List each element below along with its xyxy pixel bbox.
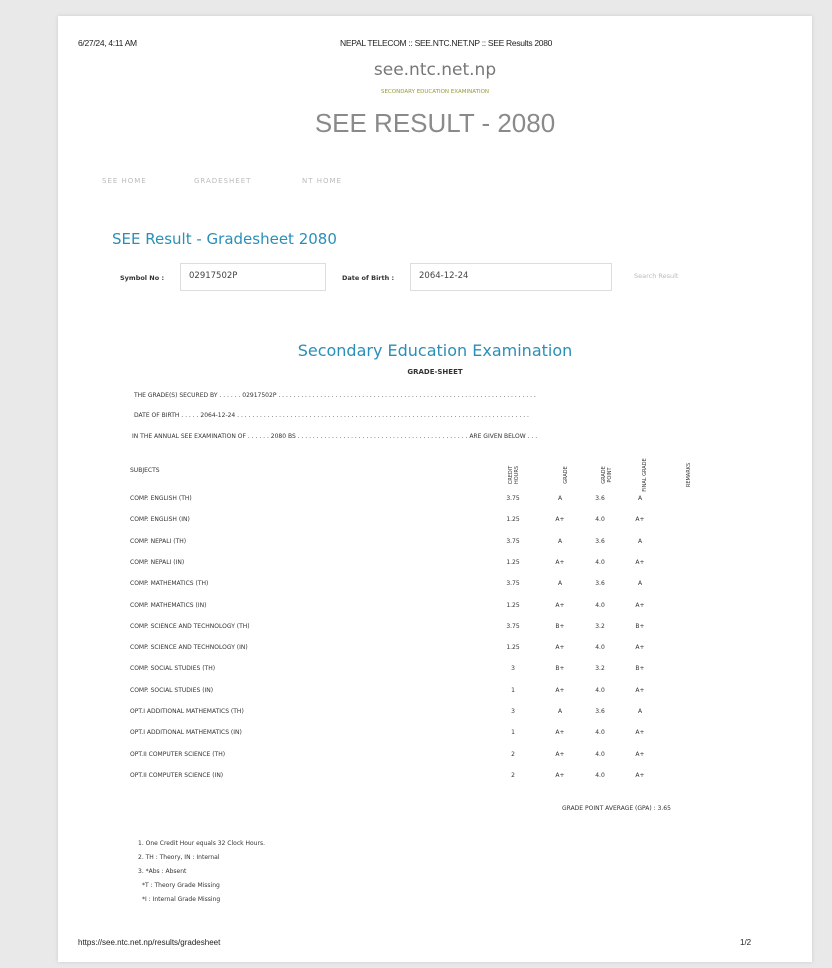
cell-grade: A+ — [555, 558, 565, 566]
cell-final-grade: A — [637, 495, 643, 502]
cell-grade: A+ — [555, 644, 565, 652]
table-row — [130, 751, 750, 765]
cell-grade-point: 3.2 — [595, 665, 605, 673]
table-row — [130, 495, 750, 509]
cell-grade: A+ — [555, 686, 565, 694]
cell-grade-point: 4.0 — [595, 558, 605, 566]
cell-grade: A — [557, 708, 563, 715]
table-row — [130, 580, 750, 594]
cell-subject: OPT.II COMPUTER SCIENCE (TH) — [130, 750, 226, 758]
table-row — [130, 602, 750, 616]
cell-subject: COMP. SOCIAL STUDIES (IN) — [130, 686, 214, 694]
site-subtitle: SECONDARY EDUCATION EXAMINATION — [380, 89, 490, 95]
dob-input[interactable]: 2064-12-24 — [410, 263, 612, 291]
table-row — [130, 623, 750, 637]
cell-credit-hours: 1 — [511, 686, 515, 694]
cell-subject: OPT.I ADDITIONAL MATHEMATICS (IN) — [130, 729, 242, 737]
site-logo-text: see.ntc.net.np — [373, 60, 497, 80]
col-grade: GRADE — [563, 466, 569, 484]
table-row — [130, 772, 750, 786]
table-row — [130, 538, 750, 552]
cell-grade-point: 4.0 — [595, 750, 605, 758]
cell-credit-hours: 1.25 — [506, 644, 520, 652]
page-title: SEE RESULT - 2080 — [314, 108, 556, 138]
cell-subject: OPT.II COMPUTER SCIENCE (IN) — [130, 771, 224, 779]
cell-subject: COMP. ENGLISH (IN) — [130, 516, 190, 524]
dob-label: Date of Birth : — [342, 274, 395, 282]
cell-final-grade: A+ — [635, 729, 645, 737]
cell-final-grade: A+ — [635, 686, 645, 694]
col-subjects: SUBJECTS — [130, 467, 160, 474]
cell-credit-hours: 2 — [511, 750, 515, 758]
table-row — [130, 665, 750, 679]
cell-grade: A — [557, 495, 563, 502]
cell-subject: COMP. MATHEMATICS (IN) — [130, 601, 207, 609]
sheet-heading: Secondary Education Examination — [297, 341, 573, 360]
print-page-title: NEPAL TELECOM :: SEE.NTC.NET.NP :: SEE Results 2080 — [340, 38, 553, 48]
table-row — [130, 687, 750, 701]
cell-credit-hours: 3.75 — [506, 537, 520, 545]
gpa: GRADE POINT AVERAGE (GPA) : 3.65 — [562, 805, 671, 812]
cell-grade-point: 4.0 — [595, 686, 605, 694]
cell-subject: COMP. SOCIAL STUDIES (TH) — [130, 665, 216, 673]
cell-grade-point: 3.6 — [595, 495, 605, 502]
cell-credit-hours: 1 — [511, 729, 515, 737]
cell-final-grade: B+ — [635, 622, 645, 630]
cell-grade: B+ — [555, 622, 565, 630]
cell-subject: COMP. NEPALI (IN) — [130, 558, 185, 566]
cell-subject: COMP. SCIENCE AND TECHNOLOGY (IN) — [130, 644, 248, 652]
cell-final-grade: A+ — [635, 516, 645, 524]
cell-grade-point: 4.0 — [595, 771, 605, 779]
cell-subject: COMP. NEPALI (TH) — [130, 537, 187, 545]
cell-grade-point: 3.6 — [595, 537, 605, 545]
cell-credit-hours: 1.25 — [506, 558, 520, 566]
cell-grade-point: 3.2 — [595, 622, 605, 630]
nav-gradesheet[interactable]: GRADESHEET — [194, 177, 252, 185]
cell-subject: COMP. ENGLISH (TH) — [130, 495, 192, 502]
cell-credit-hours: 3 — [511, 665, 515, 673]
sheet-subheading: GRADE-SHEET — [407, 368, 463, 376]
cell-credit-hours: 3.75 — [506, 622, 520, 630]
nav-see-home[interactable]: SEE HOME — [102, 177, 147, 185]
cell-grade-point: 4.0 — [595, 644, 605, 652]
print-datetime: 6/27/24, 4:11 AM — [78, 38, 137, 48]
dob-line: DATE OF BIRTH . . . . . 2064-12-24 . . . . . . . . . . . . . . . . . . . . . . . . . . . . . . . . . . . . . . . . . . . . . . . . . . . . . . . . . . . . . . . . . . . . . . . . . . . . . — [134, 412, 529, 419]
note: 3. *Abs : Absent — [138, 868, 187, 875]
search-result-button[interactable]: Search Result — [634, 272, 679, 280]
cell-grade-point: 3.6 — [595, 708, 605, 715]
note: *I : Internal Grade Missing — [142, 896, 221, 903]
symbol-input[interactable]: 02917502P — [180, 263, 326, 291]
cell-grade: A — [557, 537, 563, 545]
cell-final-grade: A+ — [635, 750, 645, 758]
cell-grade: A+ — [555, 750, 565, 758]
table-row — [130, 559, 750, 573]
symbol-label: Symbol No : — [120, 274, 165, 282]
table-row — [130, 708, 750, 722]
cell-final-grade: A — [637, 580, 643, 588]
table-row — [130, 644, 750, 658]
cell-credit-hours: 3.75 — [506, 495, 520, 502]
cell-credit-hours: 1.25 — [506, 601, 520, 609]
col-final-grade: FINAL GRADE — [642, 458, 648, 492]
cell-credit-hours: 2 — [511, 771, 515, 779]
cell-final-grade: A+ — [635, 601, 645, 609]
cell-final-grade: A+ — [635, 558, 645, 566]
cell-grade-point: 4.0 — [595, 516, 605, 524]
cell-grade-point: 3.6 — [595, 580, 605, 588]
table-row — [130, 516, 750, 530]
cell-grade-point: 4.0 — [595, 729, 605, 737]
nav-nt-home[interactable]: NT HOME — [302, 177, 342, 185]
note: 2. TH : Theory, IN : Internal — [138, 854, 220, 861]
cell-final-grade: B+ — [635, 665, 645, 673]
cell-credit-hours: 3 — [511, 708, 515, 715]
secured-by-line: THE GRADE(S) SECURED BY . . . . . . 02917502P . . . . . . . . . . . . . . . . . . . . . . . . . . . . . . . . . . . . . . . . . . . . . . . . . . . . . . . . . . . . . . . . . . . . — [134, 392, 536, 399]
cell-final-grade: A — [637, 708, 643, 715]
exam-line: IN THE ANNUAL SEE EXAMINATION OF . . . . . . 2080 BS . . . . . . . . . . . . . . . . . . . . . . . . . . . . . . . . . . . . . . . . . . . . . ARE GIVEN BELOW . . . — [132, 433, 538, 440]
table-row — [130, 729, 750, 743]
note: *T : Theory Grade Missing — [142, 882, 220, 889]
note: 1. One Credit Hour equals 32 Clock Hours. — [138, 840, 265, 847]
col-credit-hours: CREDIT HOURS — [508, 465, 520, 485]
cell-final-grade: A — [637, 537, 643, 545]
cell-final-grade: A+ — [635, 644, 645, 652]
cell-grade: A+ — [555, 729, 565, 737]
cell-subject: COMP. SCIENCE AND TECHNOLOGY (TH) — [130, 622, 250, 630]
form-heading: SEE Result - Gradesheet 2080 — [112, 230, 337, 248]
printed-page — [58, 16, 812, 962]
cell-subject: COMP. MATHEMATICS (TH) — [130, 580, 209, 588]
cell-grade: A+ — [555, 601, 565, 609]
cell-credit-hours: 3.75 — [506, 580, 520, 588]
cell-grade-point: 4.0 — [595, 601, 605, 609]
cell-subject: OPT.I ADDITIONAL MATHEMATICS (TH) — [130, 708, 244, 715]
print-url: https://see.ntc.net.np/results/gradesheet — [78, 938, 221, 947]
cell-grade: B+ — [555, 665, 565, 673]
col-remarks: REMARKS — [686, 462, 692, 488]
col-grade-point: GRADE POINT — [601, 466, 613, 484]
cell-grade: A — [557, 580, 563, 588]
print-page-number: 1/2 — [740, 938, 752, 947]
cell-final-grade: A+ — [635, 771, 645, 779]
cell-grade: A+ — [555, 771, 565, 779]
cell-credit-hours: 1.25 — [506, 516, 520, 524]
cell-grade: A+ — [555, 516, 565, 524]
